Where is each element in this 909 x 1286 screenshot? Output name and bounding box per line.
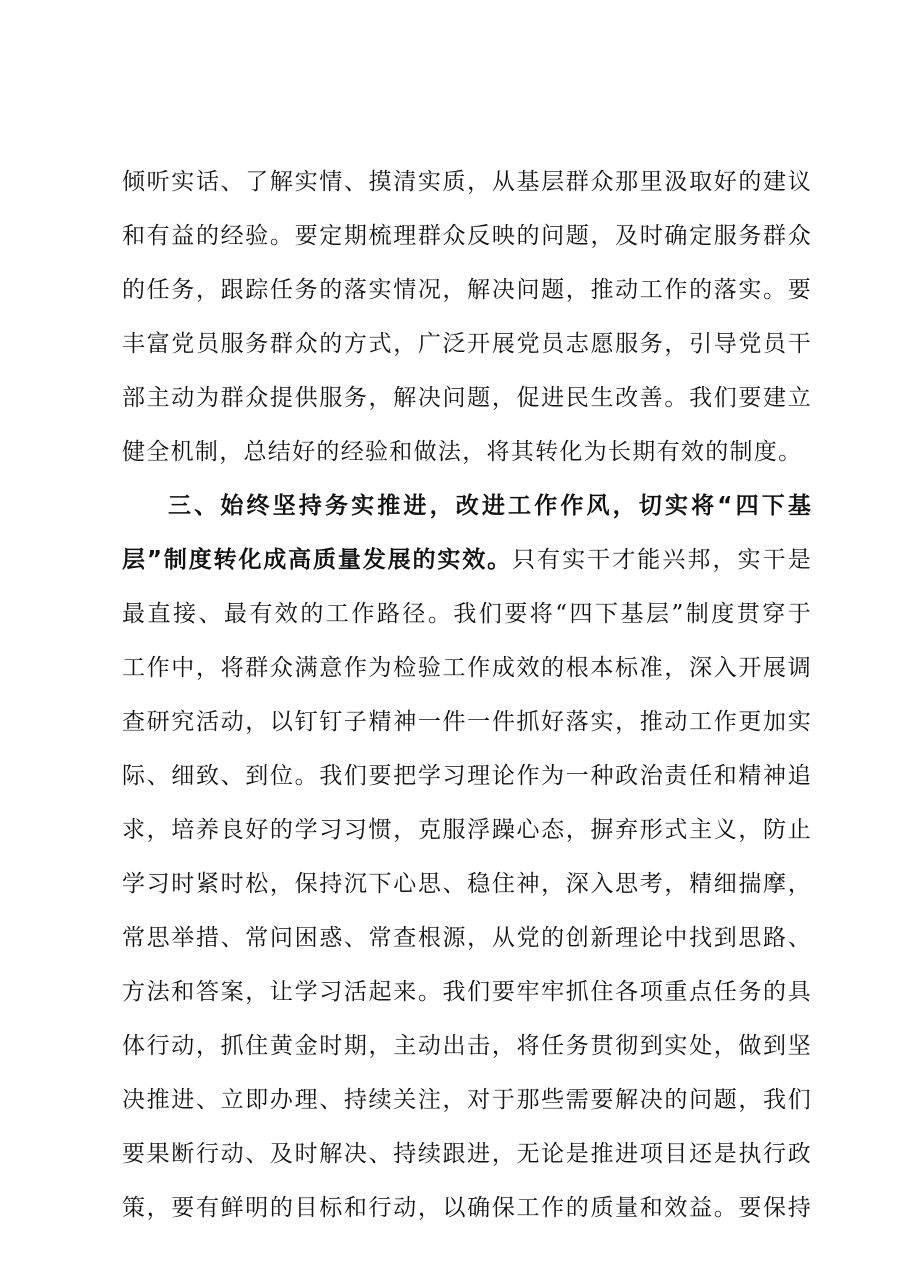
text-line: 的任务，跟踪任务的落实情况，解决问题，推动工作的落实。要	[122, 277, 812, 303]
heading-line	[122, 533, 812, 587]
text-line: 健全机制，总结好的经验和做法，将其转化为长期有效的制度。	[122, 439, 803, 465]
text-line: 常思举措、常问困惑、常查根源，从党的创新理论中找到思路、	[122, 925, 812, 951]
text-line: 部主动为群众提供服务，解决问题，促进民生改善。我们要建立	[122, 385, 812, 411]
text-line: 查研究活动，以钉钉子精神一件一件抓好落实，推动工作更加实	[122, 709, 812, 735]
section-heading-part-1: 三、始终坚持务实推进，改进工作作风，切实将“四下基	[168, 493, 812, 519]
text-line: 决推进、立即办理、持续关注，对于那些需要解决的问题，我们	[122, 1087, 812, 1113]
text-line: 最直接、最有效的工作路径。我们要将“四下基层”制度贯穿于	[122, 601, 812, 627]
body-text-continuation: 只有实干才能兴邦，实干是	[511, 547, 812, 573]
text-line: 体行动，抓住黄金时期，主动出击，将任务贯彻到实处，做到坚	[122, 1033, 812, 1059]
text-line: 方法和答案，让学习活起来。我们要牢牢抓住各项重点任务的具	[122, 979, 812, 1005]
paragraph-1	[122, 155, 812, 479]
text-line: 际、细致、到位。我们要把学习理论作为一种政治责任和精神追	[122, 763, 812, 789]
paragraph-2	[122, 479, 812, 1235]
text-line: 丰富党员服务群众的方式，广泛开展党员志愿服务，引导党员干	[122, 331, 812, 357]
text-line: 要果断行动、及时解决、持续跟进，无论是推进项目还是执行政	[122, 1141, 812, 1167]
text-line: 学习时紧时松，保持沉下心思、稳住神，深入思考，精细揣摩，	[122, 871, 812, 897]
text-line: 策，要有鲜明的目标和行动，以确保工作的质量和效益。要保持	[122, 1195, 812, 1221]
document-body	[122, 155, 812, 1235]
section-heading-part-2: 层”制度转化成高质量发展的实效。	[122, 547, 512, 573]
text-line: 工作中，将群众满意作为检验工作成效的根本标准，深入开展调	[122, 655, 812, 681]
text-line: 倾听实话、了解实情、摸清实质，从基层群众那里汲取好的建议	[122, 169, 812, 195]
text-line: 和有益的经验。要定期梳理群众反映的问题，及时确定服务群众	[122, 223, 812, 249]
text-line: 求，培养良好的学习习惯，克服浮躁心态，摒弃形式主义，防止	[122, 817, 812, 843]
heading-line	[122, 479, 812, 533]
